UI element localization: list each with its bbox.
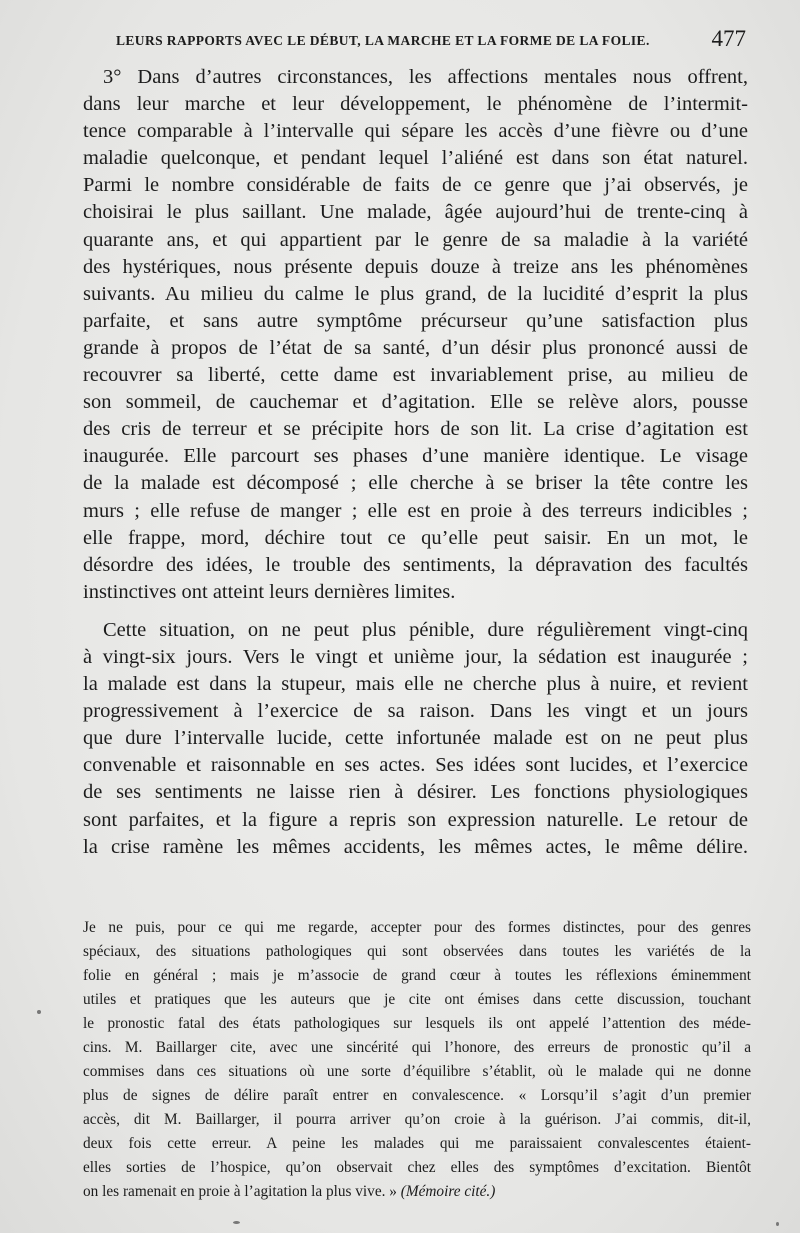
text-line: désordre des idées, le trouble des sentiments, la dépravation des facultés (83, 553, 748, 576)
text-line: instinctives ont atteint leurs dernières limites. (83, 580, 456, 603)
main-text (83, 64, 748, 861)
text-line: murs ; elle refuse de manger ; elle est en proie à des terreurs indicibles ; (83, 499, 748, 522)
text-line: elle frappe, mord, déchire tout ce qu’elle peut saisir. En un mot, le (83, 526, 748, 549)
footnote-citation: (Mémoire cité.) (400, 1183, 496, 1200)
text-line: grande à propos de l’état de sa santé, d’un désir plus prononcé aussi de (83, 336, 748, 359)
footnote-line: commises dans ces situations où une sorte d’équilibre s’établit, où le malade qui ne donne (83, 1063, 751, 1080)
footnote-line: plus de signes de délire paraît entrer en convalescence. « Lorsqu’il s’agit d’un premier (83, 1087, 751, 1104)
text-line: tence comparable à l’intervalle qui sépare les accès d’une fièvre ou d’une (83, 120, 748, 143)
footnote-line: accès, dit M. Baillarger, il pourra arriver qu’on croie à la guérison. J’ai commis, dit-il, (83, 1111, 751, 1128)
text-line: de la malade est décomposé ; elle cherche à se briser la tête contre les (83, 472, 748, 495)
text-line: recouvrer sa liberté, cette dame est invariablement prise, au milieu de (83, 364, 748, 387)
print-speck (233, 1221, 240, 1224)
text-line: des hystériques, nous présente depuis douze à treize ans les phénomènes (83, 255, 748, 278)
footnote (83, 916, 751, 1204)
paragraph-gap (83, 606, 748, 617)
text-line: Cette situation, on ne peut plus pénible, dure régulièrement vingt-cinq (103, 618, 748, 641)
footnote-line: folie en général ; mais je m’associe de grand cœur à toutes les réflexions éminemment (83, 967, 751, 984)
text-line: quarante ans, et qui appartient par le genre de sa maladie à la variété (83, 228, 748, 251)
text-line: de ses sentiments ne laisse rien à désirer. Les fonctions physiologiques (83, 781, 748, 804)
paragraph-2 (83, 617, 748, 861)
text-line: à vingt-six jours. Vers le vingt et unième jour, la sédation est inaugurée ; (83, 645, 748, 668)
text-line: son sommeil, de cauchemar et d’agitation. Elle se relève alors, pousse (83, 391, 748, 414)
running-title: LEURS RAPPORTS AVEC LE DÉBUT, LA MARCHE ET LA FORME DE LA FOLIE. (116, 33, 650, 48)
print-speck (776, 1222, 779, 1226)
page-number: 477 (711, 26, 746, 51)
footnote-line: elles sorties de l’hospice, qu’on observait chez elles des symptômes d’excitation. Bientôt (83, 1159, 751, 1176)
footnote-closing-text: on les ramenait en proie à l’agitation la plus vive. » (83, 1183, 401, 1200)
text-line: que dure l’intervalle lucide, cette infortunée malade est on ne peut plus (83, 727, 748, 750)
text-line: dans leur marche et leur développement, le phénomène de l’intermit- (83, 93, 748, 116)
text-line: parfaite, et sans autre symptôme précurseur qu’une satisfaction plus (83, 309, 748, 332)
text-line: suivants. Au milieu du calme le plus grand, de la lucidité d’esprit la plus (83, 282, 748, 305)
footnote-line: deux fois cette erreur. A peine les malades qui me paraissaient convalescentes étaient- (83, 1135, 751, 1152)
print-speck (37, 1010, 41, 1014)
text-line: inaugurée. Elle parcourt ses phases d’une manière identique. Le visage (83, 445, 748, 468)
text-line: convenable et raisonnable en ses actes. Ses idées sont lucides, et l’exercice (83, 754, 748, 777)
footnote-line: cins. M. Baillarger cite, avec une sincérité qui l’honore, des erreurs de pronostic qu’il a (83, 1039, 751, 1056)
text-line: maladie quelconque, et pendant lequel l’aliéné est dans son état naturel. (83, 147, 748, 170)
text-line: choisirai le plus saillant. Une malade, âgée aujourd’hui de trente-cinq à (83, 201, 748, 224)
footnote-line: utiles et pratiques que les auteurs que je cite ont émises dans cette discussion, touchant (83, 991, 751, 1008)
text-line: sont parfaites, et la figure a repris son expression naturelle. Le retour de (83, 808, 748, 831)
text-line: la malade est dans la stupeur, mais elle ne cherche plus à nuire, et revient (83, 673, 748, 696)
text-line: 3° Dans d’autres circonstances, les affections mentales nous offrent, (103, 66, 748, 88)
running-header (116, 26, 746, 51)
footnote-line: Je ne puis, pour ce qui me regarde, accepter pour des formes distinctes, pour des genres (83, 919, 751, 936)
footnote-last-line (83, 1180, 751, 1204)
text-line: des cris de terreur et se précipite hors de son lit. La crise d’agitation est (83, 418, 748, 441)
text-line: progressivement à l’exercice de sa raison. Dans les vingt et un jours (83, 700, 748, 723)
footnote-line: spéciaux, des situations pathologiques qui sont observées dans toutes les variétés de la (83, 943, 751, 960)
footnote-line: le pronostic fatal des états pathologiques sur lesquels ils ont appelé l’attention des méde- (83, 1015, 751, 1032)
paragraph-1 (83, 64, 748, 606)
text-line: Parmi le nombre considérable de faits de ce genre que j’ai observés, je (83, 174, 748, 197)
text-line: la crise ramène les mêmes accidents, les mêmes actes, le même délire. (83, 835, 748, 858)
